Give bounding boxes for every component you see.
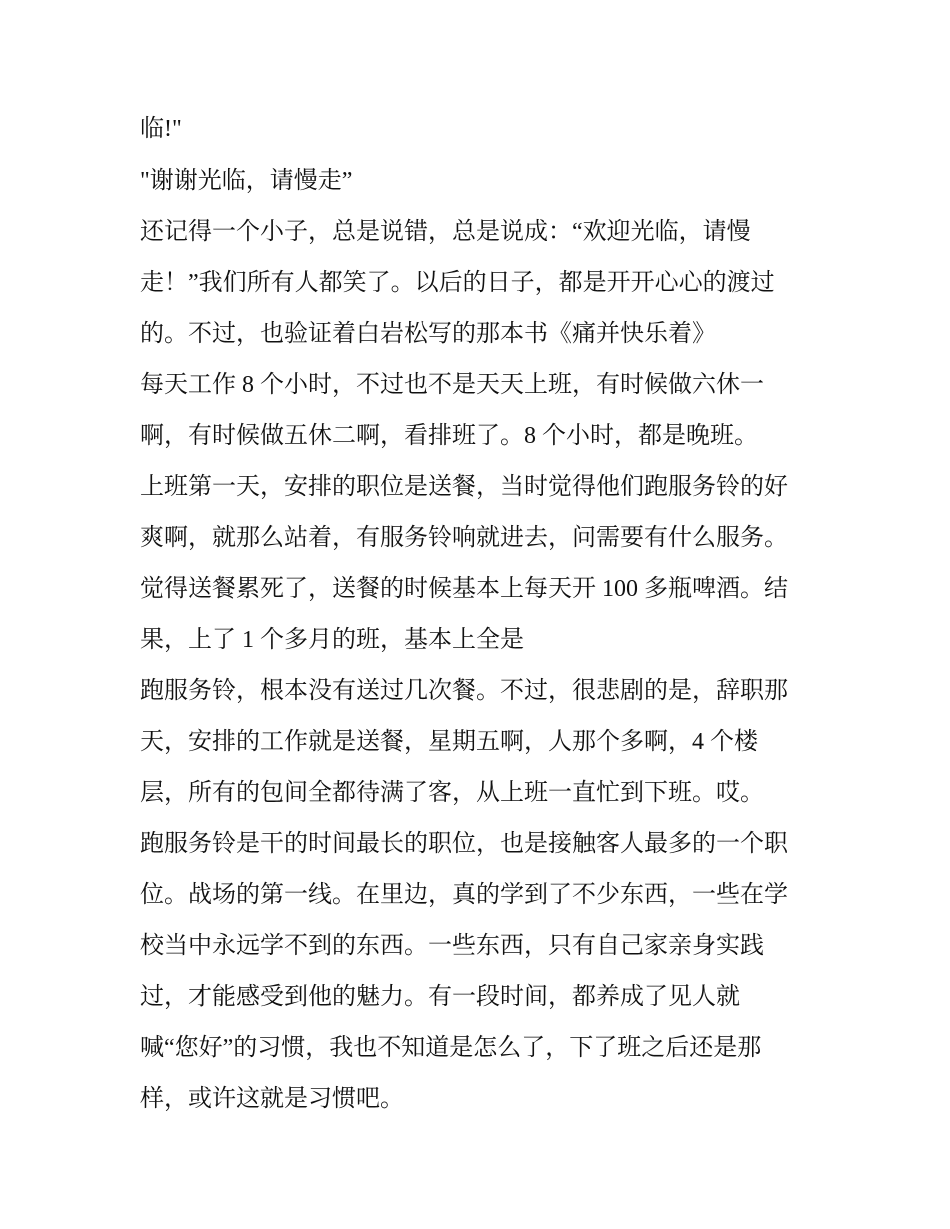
- text-line: 跑服务铃是干的时间最长的职位，也是接触客人最多的一个职: [140, 831, 788, 857]
- text-line: 每天工作 8 个小时，不过也不是天天上班，有时候做六休一: [140, 372, 764, 398]
- text-line: "谢谢光临，请慢走”: [140, 168, 353, 194]
- text-line: 层，所有的包间全都待满了客，从上班一直忙到下班。哎。: [140, 780, 764, 806]
- text-line: 过，才能感受到他的魅力。有一段时间，都养成了见人就: [140, 984, 740, 1010]
- text-line: 临!": [140, 116, 182, 142]
- text-line: 校当中永远学不到的东西。一些东西，只有自己家亲身实践: [140, 933, 764, 959]
- text-line: 位。战场的第一线。在里边，真的学到了不少东西，一些在学: [140, 882, 788, 908]
- text-line: 天，安排的工作就是送餐，星期五啊，人那个多啊，4 个楼: [140, 729, 758, 755]
- text-line: 跑服务铃，根本没有送过几次餐。不过，很悲剧的是，辞职那: [140, 678, 788, 704]
- text-line: 走！”我们所有人都笑了。以后的日子，都是开开心心的渡过: [140, 270, 775, 296]
- text-line: 觉得送餐累死了，送餐的时候基本上每天开 100 多瓶啤酒。结: [140, 576, 788, 602]
- text-line: 样，或许这就是习惯吧。: [140, 1086, 404, 1112]
- text-line: 喊“您好”的习惯，我也不知道是怎么了，下了班之后还是那: [140, 1035, 762, 1061]
- text-line: 上班第一天，安排的职位是送餐，当时觉得他们跑服务铃的好: [140, 474, 788, 500]
- text-line: 的。不过，也验证着白岩松写的那本书《痛并快乐着》: [140, 321, 716, 347]
- text-line: 还记得一个小子，总是说错，总是说成：“欢迎光临，请慢: [140, 219, 751, 245]
- text-line: 啊，有时候做五休二啊，看排班了。8 个小时，都是晚班。: [140, 423, 758, 449]
- text-line: 爽啊，就那么站着，有服务铃响就进去，问需要有什么服务。: [140, 525, 788, 551]
- text-line: 果，上了 1 个多月的班，基本上全是: [140, 627, 524, 653]
